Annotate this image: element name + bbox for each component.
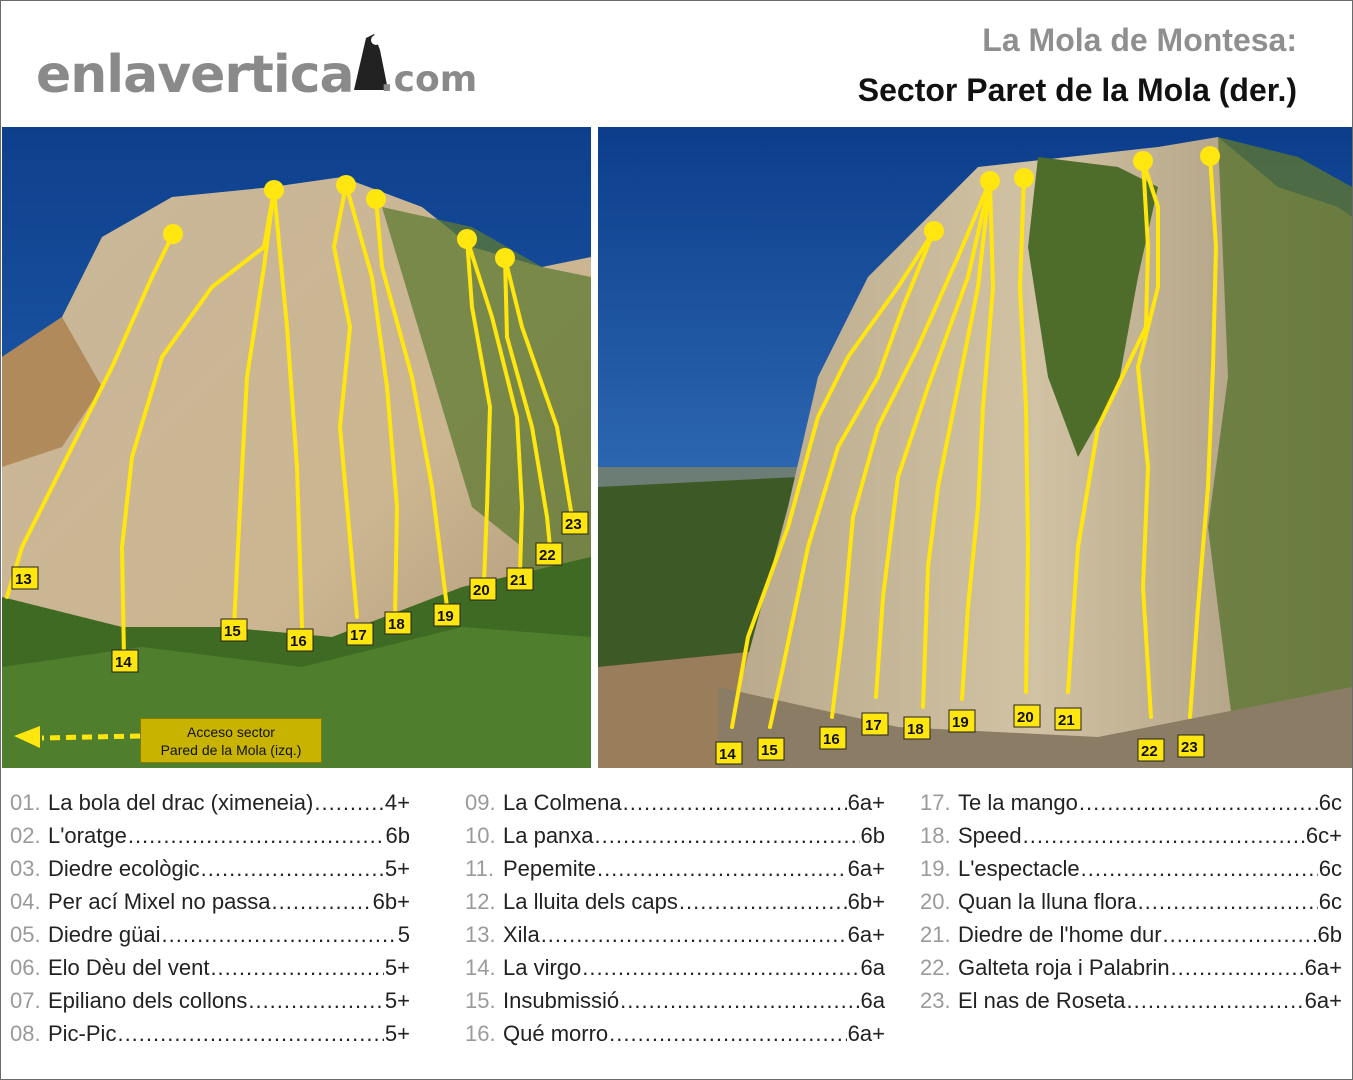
list-item xyxy=(465,1021,885,1054)
route-tag: 19 xyxy=(437,608,454,625)
route-tag: 18 xyxy=(388,616,405,633)
brand-logo[interactable] xyxy=(36,40,476,110)
route-name: Epiliano dels collons xyxy=(48,988,248,1013)
route-grade: 6c+ xyxy=(1305,823,1342,848)
route-tag: 14 xyxy=(115,654,132,671)
page-title-location: La Mola de Montesa: xyxy=(982,22,1297,58)
dot-leader xyxy=(582,955,859,981)
page-title-sector: Sector Paret de la Mola (der.) xyxy=(857,72,1297,108)
route-grade: 6c xyxy=(1318,856,1342,881)
route-grade: 6c xyxy=(1318,790,1342,815)
list-item xyxy=(10,823,410,856)
route-number: 02. xyxy=(10,823,41,848)
route-name: Diedre de l'home dur xyxy=(958,922,1162,947)
route-grade: 6a+ xyxy=(847,1021,885,1046)
route-name: Qué morro xyxy=(503,1021,609,1046)
route-tag: 14 xyxy=(719,746,736,763)
route-number: 15. xyxy=(465,988,496,1013)
route-grade: 6c xyxy=(1318,889,1342,914)
dot-leader xyxy=(117,1021,383,1047)
route-grade: 5 xyxy=(397,922,410,947)
route-tag: 20 xyxy=(1017,709,1034,726)
route-tag: 21 xyxy=(510,572,527,589)
dot-leader xyxy=(679,889,847,915)
dot-leader xyxy=(595,823,860,849)
dot-leader xyxy=(1023,823,1305,849)
route-tag: 22 xyxy=(1141,743,1158,760)
dot-leader xyxy=(162,922,397,948)
route-tag: 15 xyxy=(224,623,241,640)
route-list-column-1 xyxy=(10,790,410,1054)
dot-leader xyxy=(623,790,847,816)
route-list-column-2 xyxy=(465,790,885,1054)
route-number: 14. xyxy=(465,955,496,980)
route-grade: 5+ xyxy=(384,988,410,1013)
route-number: 08. xyxy=(10,1021,41,1046)
route-name: Xila xyxy=(503,922,540,947)
route-name: Diedre ecològic xyxy=(48,856,200,881)
route-number: 03. xyxy=(10,856,41,881)
route-name: Per ací Mixel no passa xyxy=(48,889,271,914)
logo-brand-text: enlavertica xyxy=(36,45,354,105)
dot-leader xyxy=(314,790,384,816)
route-number: 05. xyxy=(10,922,41,947)
route-number: 09. xyxy=(465,790,496,815)
route-name: Quan la lluna flora xyxy=(958,889,1137,914)
list-item xyxy=(920,823,1342,856)
list-item xyxy=(465,955,885,988)
route-name: La bola del drac (ximeneia) xyxy=(48,790,314,815)
route-number: 11. xyxy=(465,856,494,881)
route-name: La Colmena xyxy=(503,790,622,815)
route-tag: 23 xyxy=(1181,739,1198,756)
list-item xyxy=(10,955,410,988)
photo-right-wall xyxy=(598,127,1352,768)
route-number: 04. xyxy=(10,889,41,914)
route-name: Te la mango xyxy=(958,790,1078,815)
dot-leader xyxy=(597,856,847,882)
access-note-line1: Acceso sector xyxy=(187,724,275,740)
route-tag: 15 xyxy=(761,742,778,759)
route-tag: 13 xyxy=(15,571,32,588)
list-item xyxy=(10,922,410,955)
list-item xyxy=(10,790,410,823)
route-grade: 6b xyxy=(1317,922,1342,947)
route-grade: 6b+ xyxy=(847,889,885,914)
list-item xyxy=(465,889,885,922)
route-grade: 5+ xyxy=(384,955,410,980)
route-grade: 6a+ xyxy=(1304,988,1342,1013)
dot-leader xyxy=(248,988,384,1014)
route-number: 01. xyxy=(10,790,41,815)
list-item xyxy=(10,889,410,922)
route-grade: 6a+ xyxy=(847,856,885,881)
list-item xyxy=(920,988,1342,1021)
route-grade: 6a+ xyxy=(847,922,885,947)
route-name: El nas de Roseta xyxy=(958,988,1126,1013)
route-number: 17. xyxy=(920,790,951,815)
route-name: Galteta roja i Palabrin xyxy=(958,955,1170,980)
list-item xyxy=(10,856,410,889)
route-grade: 5+ xyxy=(384,856,410,881)
route-grade: 6a xyxy=(860,955,885,980)
dot-leader xyxy=(1127,988,1304,1014)
route-grade: 4+ xyxy=(384,790,410,815)
list-item xyxy=(920,955,1342,988)
route-number: 21. xyxy=(920,922,951,947)
route-grade: 6b xyxy=(385,823,410,848)
list-item xyxy=(920,889,1342,922)
access-note-line2: Pared de la Mola (izq.) xyxy=(160,742,302,758)
route-grade: 6a+ xyxy=(1304,955,1342,980)
route-grade: 6a+ xyxy=(847,790,885,815)
route-number: 13. xyxy=(465,922,496,947)
route-name: La lluita dels caps xyxy=(503,889,678,914)
route-tag: 22 xyxy=(539,547,556,564)
route-tag: 23 xyxy=(565,516,582,533)
route-name: Diedre güai xyxy=(48,922,161,947)
route-name: L'espectacle xyxy=(958,856,1080,881)
dot-leader xyxy=(1171,955,1304,981)
dot-leader xyxy=(272,889,372,915)
route-tag: 20 xyxy=(473,582,490,599)
photo-left-wall xyxy=(2,127,591,768)
route-name: La panxa xyxy=(503,823,594,848)
list-item xyxy=(920,922,1342,955)
list-item xyxy=(465,922,885,955)
list-item xyxy=(920,856,1342,889)
dot-leader xyxy=(1081,856,1318,882)
route-number: 23. xyxy=(920,988,951,1013)
list-item xyxy=(465,988,885,1021)
route-tag: 16 xyxy=(290,633,307,650)
list-item xyxy=(10,988,410,1021)
route-tag: 19 xyxy=(952,714,969,731)
access-arrow-icon xyxy=(12,722,142,752)
list-item xyxy=(920,790,1342,823)
route-tag: 17 xyxy=(865,717,882,734)
dot-leader xyxy=(201,856,384,882)
route-name: Pepemite xyxy=(503,856,596,881)
route-number: 20. xyxy=(920,889,951,914)
route-number: 06. xyxy=(10,955,41,980)
route-grade: 5+ xyxy=(384,1021,410,1046)
dot-leader xyxy=(620,988,859,1014)
route-name: Pic-Pic xyxy=(48,1021,117,1046)
route-name: L'oratge xyxy=(48,823,127,848)
route-grade: 6b+ xyxy=(372,889,410,914)
route-tag: 18 xyxy=(907,721,924,738)
route-number: 16. xyxy=(465,1021,496,1046)
route-number: 22. xyxy=(920,955,951,980)
route-name: Elo Dèu del vent xyxy=(48,955,210,980)
route-tag: 21 xyxy=(1058,712,1075,729)
route-list-column-3 xyxy=(920,790,1342,1021)
list-item xyxy=(465,856,885,889)
dot-leader xyxy=(609,1021,847,1047)
list-item xyxy=(10,1021,410,1054)
dot-leader xyxy=(1163,922,1317,948)
logo-suffix-text: .com xyxy=(380,59,478,100)
dot-leader xyxy=(541,922,847,948)
route-number: 19. xyxy=(920,856,951,881)
route-name: La virgo xyxy=(503,955,582,980)
dot-leader xyxy=(128,823,385,849)
route-tag: 16 xyxy=(823,731,840,748)
route-number: 12. xyxy=(465,889,496,914)
list-item xyxy=(465,790,885,823)
dot-leader xyxy=(210,955,383,981)
access-sector-note xyxy=(140,718,322,763)
route-number: 07. xyxy=(10,988,41,1013)
list-item xyxy=(465,823,885,856)
route-number: 18. xyxy=(920,823,951,848)
dot-leader xyxy=(1138,889,1318,915)
route-tag: 17 xyxy=(350,627,367,644)
route-name: Insubmissió xyxy=(503,988,620,1013)
dot-leader xyxy=(1079,790,1318,816)
route-grade: 6b xyxy=(860,823,885,848)
route-grade: 6a xyxy=(860,988,885,1013)
route-name: Speed xyxy=(958,823,1022,848)
route-number: 10. xyxy=(465,823,496,848)
